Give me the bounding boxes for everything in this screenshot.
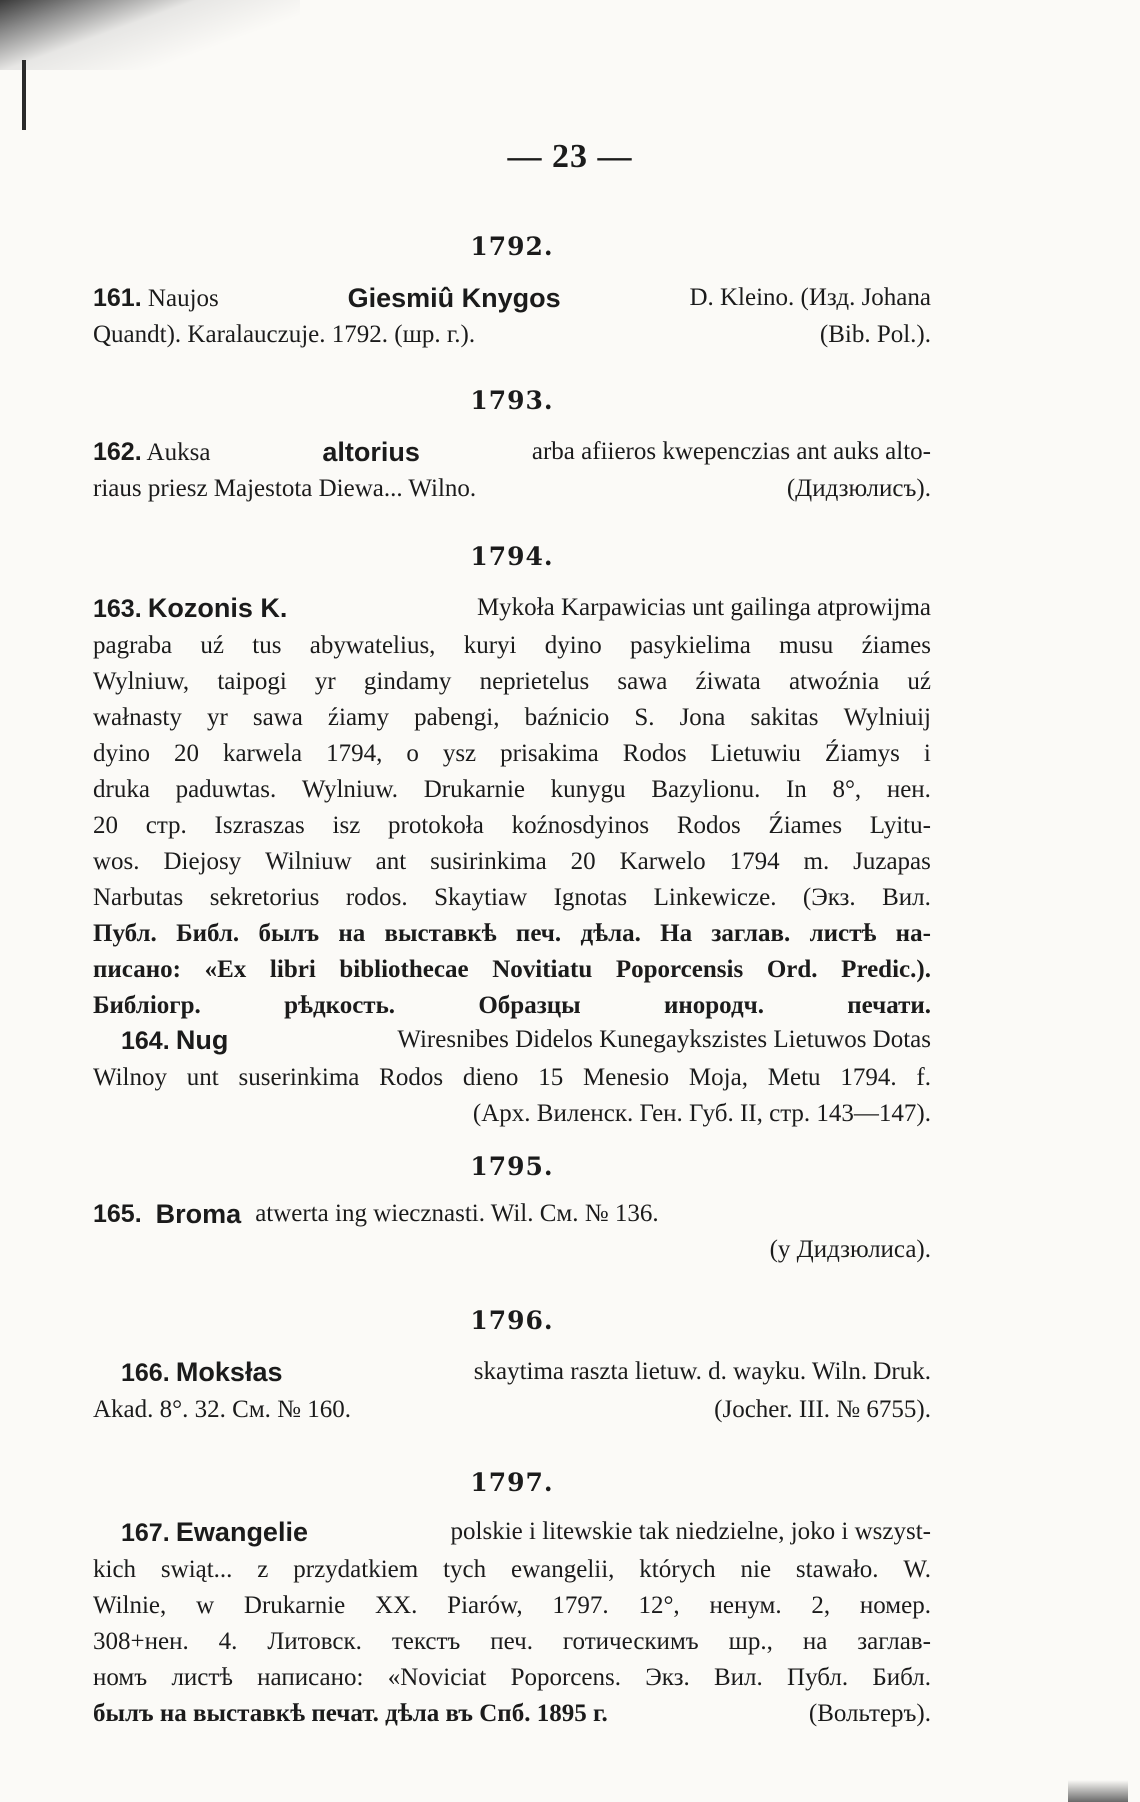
word: Библ. xyxy=(872,1664,931,1691)
entry-line xyxy=(93,700,931,736)
entry-line xyxy=(93,1196,931,1232)
word: uź xyxy=(200,632,225,659)
word: На xyxy=(660,920,693,947)
word: инородч. xyxy=(663,992,764,1019)
word: musu xyxy=(779,632,834,659)
word: Вил. xyxy=(713,1664,763,1691)
word: текстъ xyxy=(391,1628,461,1655)
word: 20 xyxy=(570,848,596,875)
word: Lyitu- xyxy=(869,812,931,839)
entry-text: atwerta ing wiecznasti. Wil. См. № 136. xyxy=(255,1200,659,1227)
word: 12°, xyxy=(638,1592,680,1619)
year-heading-1794: 1794. xyxy=(470,542,554,571)
entry-text: D. Kleino. (Изд. Johana xyxy=(689,284,931,311)
word: 8°, xyxy=(832,776,862,803)
word: In xyxy=(785,776,807,803)
word: Predic.). xyxy=(841,956,931,983)
word: написано: xyxy=(257,1664,364,1691)
entry-title: Kozonis K. xyxy=(147,593,288,623)
word: sekretorius xyxy=(209,884,320,911)
word: abywatelius, xyxy=(309,632,436,659)
word: Wylniuij xyxy=(843,704,931,731)
word: Bazylionu. xyxy=(651,776,761,803)
entry-number: 163. xyxy=(93,595,142,623)
word: 1797. xyxy=(552,1592,609,1619)
entry-text: Auksa xyxy=(146,439,211,466)
word: tych xyxy=(443,1556,487,1583)
word: рѣдкость. xyxy=(284,992,396,1019)
word: печ. xyxy=(515,920,562,947)
word: yr xyxy=(206,704,228,731)
word: Rodos xyxy=(622,740,687,767)
entry-source: (у Дидзюлиса). xyxy=(769,1236,931,1263)
word: dyino xyxy=(544,632,602,659)
word: 4. xyxy=(218,1628,238,1655)
word: номер. xyxy=(859,1592,931,1619)
word: taipogi xyxy=(217,668,287,695)
word: нен. xyxy=(886,776,931,803)
entry-title: altorius xyxy=(322,437,420,467)
word: заглав- xyxy=(857,1628,931,1655)
word: bibliothecae xyxy=(339,956,469,983)
entry-number: 166. xyxy=(121,1359,170,1387)
word: wałnasty xyxy=(93,704,182,731)
word: Публ. xyxy=(93,920,157,947)
word: Narbutas xyxy=(93,884,184,911)
entry-source: (Вольтеръ). xyxy=(808,1700,931,1727)
entry-source: (Jocher. III. № 6755). xyxy=(714,1396,931,1423)
entry-title: Broma xyxy=(155,1199,242,1229)
word: листѣ xyxy=(171,1664,233,1691)
word: ewangelii, xyxy=(510,1556,615,1583)
word: готическимъ xyxy=(562,1628,699,1655)
entry-line xyxy=(93,471,931,507)
word: 1794. xyxy=(840,1064,897,1091)
word: листѣ xyxy=(809,920,877,947)
word: 20 xyxy=(93,812,118,839)
word: Образцы xyxy=(478,992,581,1019)
word: dieno xyxy=(462,1064,519,1091)
word: Skaytiaw xyxy=(434,884,528,911)
entry-text: Naujos xyxy=(147,285,219,312)
word: XX. xyxy=(375,1592,418,1619)
year-heading-1793: 1793. xyxy=(470,386,554,415)
word: neprietelus xyxy=(479,668,590,695)
entry-167 xyxy=(93,1514,931,1732)
word: Menesio xyxy=(583,1064,670,1091)
word: ysz xyxy=(442,740,477,767)
word: Źiamys xyxy=(824,740,900,767)
word: стр. xyxy=(145,812,187,839)
word: uź xyxy=(907,668,931,695)
entry-line xyxy=(93,772,931,808)
entry-text: Quandt). Karalauczuje. 1792. (шр. г.). xyxy=(93,321,476,348)
entry-165 xyxy=(93,1196,931,1268)
entry-source: (Дидзюлисъ). xyxy=(786,475,931,502)
word: Lietuwiu xyxy=(710,740,801,767)
word: Moja, xyxy=(688,1064,748,1091)
word: i xyxy=(923,740,931,767)
word: Novitiatu xyxy=(492,956,593,983)
entry-line xyxy=(93,808,931,844)
entry-text: былъ на выставкѣ печат. дѣла въ Спб. 1895 г. xyxy=(93,1700,608,1727)
entry-line xyxy=(93,844,931,880)
word: Rodos xyxy=(676,812,741,839)
word: заглав. xyxy=(711,920,791,947)
word: (Экз. xyxy=(802,884,856,911)
word: на xyxy=(802,1628,828,1655)
entry-text: riaus priesz Majestota Diewa... Wilno. xyxy=(93,475,477,502)
word: suserinkima xyxy=(238,1064,360,1091)
word: paduwtas. xyxy=(175,776,277,803)
word: gindamy xyxy=(363,668,452,695)
word: Wilnie, xyxy=(93,1592,167,1619)
entry-163 xyxy=(93,590,931,1024)
word: выставкѣ xyxy=(384,920,497,947)
entry-source: (Арх. Виленск. Ген. Губ. II, стр. 143—147). xyxy=(472,1100,931,1127)
word: писано: xyxy=(93,956,181,983)
entry-text: arba afiieros kwepenczias ant auks alto- xyxy=(531,438,931,465)
word: protokoła xyxy=(388,812,484,839)
word: Drukarnie xyxy=(243,1592,346,1619)
entry-line xyxy=(93,880,931,916)
word: Wilnoy xyxy=(93,1064,167,1091)
entry-line xyxy=(93,1392,931,1428)
entry-164 xyxy=(93,1022,931,1132)
word: Ord. xyxy=(766,956,818,983)
entry-text: Akad. 8°. 32. См. № 160. xyxy=(93,1396,351,1423)
word: sakitas xyxy=(750,704,819,731)
word: unt xyxy=(186,1064,219,1091)
word: ant xyxy=(375,848,407,875)
entry-title: Ewangelie xyxy=(175,1517,308,1547)
word: których xyxy=(639,1556,716,1583)
word: Karwelo xyxy=(619,848,706,875)
word: Poporcensis xyxy=(615,956,744,983)
entry-line xyxy=(93,1624,931,1660)
word: Вил. xyxy=(882,884,931,911)
entry-line xyxy=(93,736,931,772)
word: z xyxy=(257,1556,269,1583)
word: Linkewicze. xyxy=(653,884,777,911)
entry-line xyxy=(93,280,931,317)
entry-line xyxy=(93,628,931,664)
scan-edge-mark xyxy=(22,60,26,130)
word: kunygu xyxy=(550,776,626,803)
entry-line xyxy=(93,1060,931,1096)
entry-line xyxy=(93,1552,931,1588)
word: źiames xyxy=(861,632,931,659)
word: koźnosdyinos xyxy=(511,812,650,839)
word: Piarów, xyxy=(447,1592,523,1619)
word: 308+нен. xyxy=(93,1628,189,1655)
entry-166 xyxy=(93,1354,931,1428)
word: Ignotas xyxy=(553,884,628,911)
word: Źiames xyxy=(768,812,843,839)
word: Poporcens. xyxy=(510,1664,621,1691)
year-heading-1795: 1795. xyxy=(470,1152,554,1181)
entry-text: Mykoła Karpawicias unt gailinga atprowijma xyxy=(476,594,931,621)
word: ненум. xyxy=(709,1592,782,1619)
entry-text: skaytima raszta lietuw. d. wayku. Wiln. Druk. xyxy=(473,1358,931,1385)
word: Rodos xyxy=(379,1064,444,1091)
word: m. xyxy=(803,848,830,875)
entry-number: 164. xyxy=(121,1027,170,1055)
word: Wilniuw xyxy=(265,848,352,875)
entry-title: Nug xyxy=(175,1025,229,1055)
word: tus xyxy=(252,632,282,659)
word: 1794, xyxy=(326,740,383,767)
year-heading-1797: 1797. xyxy=(470,1468,554,1497)
entry-title: Moksłas xyxy=(175,1357,283,1387)
word: Публ. xyxy=(787,1664,849,1691)
word: yr xyxy=(314,668,336,695)
word: Библ. xyxy=(176,920,240,947)
word: rodos. xyxy=(345,884,408,911)
word: wos. xyxy=(93,848,140,875)
word: Библіогр. xyxy=(93,992,201,1019)
word: w xyxy=(196,1592,215,1619)
word: nie xyxy=(740,1556,772,1583)
word: Wylniuw. xyxy=(301,776,399,803)
entry-number: 162. xyxy=(93,438,142,466)
scan-edge-shadow xyxy=(0,0,300,70)
word: печ. xyxy=(490,1628,533,1655)
word: źiwata xyxy=(695,668,761,695)
word: pagraba xyxy=(93,632,173,659)
entry-text: polskie i litewskie tak niedzielne, joko i wszyst- xyxy=(450,1518,931,1545)
word: druka xyxy=(93,776,150,803)
word: Iszraszas xyxy=(214,812,305,839)
entry-line xyxy=(93,952,931,988)
word: swiąt... xyxy=(160,1556,233,1583)
word: Wylniuw, xyxy=(93,668,190,695)
word: Литовск. xyxy=(267,1628,362,1655)
entry-line xyxy=(93,1354,931,1392)
word: prisakima xyxy=(500,740,599,767)
word: 2, xyxy=(811,1592,831,1619)
word: o xyxy=(406,740,419,767)
word: 15 xyxy=(538,1064,564,1091)
entry-line xyxy=(93,1588,931,1624)
word: S. xyxy=(634,704,655,731)
entry-line xyxy=(93,1022,931,1060)
word: Juzapas xyxy=(853,848,931,875)
entry-number: 161. xyxy=(93,284,142,312)
entry-line xyxy=(93,988,931,1024)
word: Drukarnie xyxy=(423,776,526,803)
word: kich xyxy=(93,1556,137,1583)
word: libri xyxy=(269,956,316,983)
word: sawa xyxy=(617,668,668,695)
word: на xyxy=(338,920,366,947)
word: atwoźnia xyxy=(788,668,880,695)
word: pasykielima xyxy=(630,632,751,659)
word: przydatkiem xyxy=(293,1556,419,1583)
entry-number: 167. xyxy=(121,1519,170,1547)
word: karwela xyxy=(222,740,303,767)
entry-text: Wiresnibes Didelos Kunegaykszistes Lietuwos Dotas xyxy=(397,1026,931,1053)
word: pabengi, xyxy=(414,704,500,731)
word: kuryi xyxy=(463,632,517,659)
word: Jona xyxy=(679,704,726,731)
entry-line xyxy=(93,664,931,700)
entry-162 xyxy=(93,434,931,507)
word: dyino xyxy=(93,740,150,767)
entry-number: 165. xyxy=(93,1200,142,1228)
year-heading-1792: 1792. xyxy=(470,232,554,261)
entry-line xyxy=(93,317,931,353)
word: W. xyxy=(903,1556,931,1583)
word: źiamy xyxy=(327,704,390,731)
entry-line xyxy=(93,1660,931,1696)
word: sawa xyxy=(252,704,303,731)
word: печати. xyxy=(847,992,931,1019)
entry-line xyxy=(93,434,931,471)
word: на- xyxy=(895,920,931,947)
word: дѣла. xyxy=(580,920,641,947)
entry-161 xyxy=(93,280,931,353)
word: былъ xyxy=(258,920,320,947)
word: 1794 xyxy=(729,848,780,875)
word: «Noviciat xyxy=(387,1664,487,1691)
page-number: — 23 — xyxy=(507,138,633,175)
entry-line xyxy=(93,1696,931,1732)
entry-title: Giesmiû Knygos xyxy=(347,283,561,313)
entry-line xyxy=(93,916,931,952)
scan-corner-shadow xyxy=(1068,1780,1128,1802)
word: baźnicio xyxy=(524,704,610,731)
entry-source: (Bib. Pol.). xyxy=(819,321,931,348)
word: isz xyxy=(332,812,361,839)
entry-line xyxy=(93,1514,931,1552)
word: susirinkima xyxy=(430,848,547,875)
word: stawało. xyxy=(795,1556,879,1583)
word: Metu xyxy=(767,1064,821,1091)
entry-line xyxy=(93,590,931,628)
word: Diejosy xyxy=(163,848,242,875)
year-heading-1796: 1796. xyxy=(470,1306,554,1335)
word: f. xyxy=(916,1064,931,1091)
word: «Ex xyxy=(204,956,247,983)
word: шр., xyxy=(728,1628,773,1655)
word: Экз. xyxy=(645,1664,690,1691)
word: 20 xyxy=(173,740,199,767)
word: номъ xyxy=(93,1664,148,1691)
